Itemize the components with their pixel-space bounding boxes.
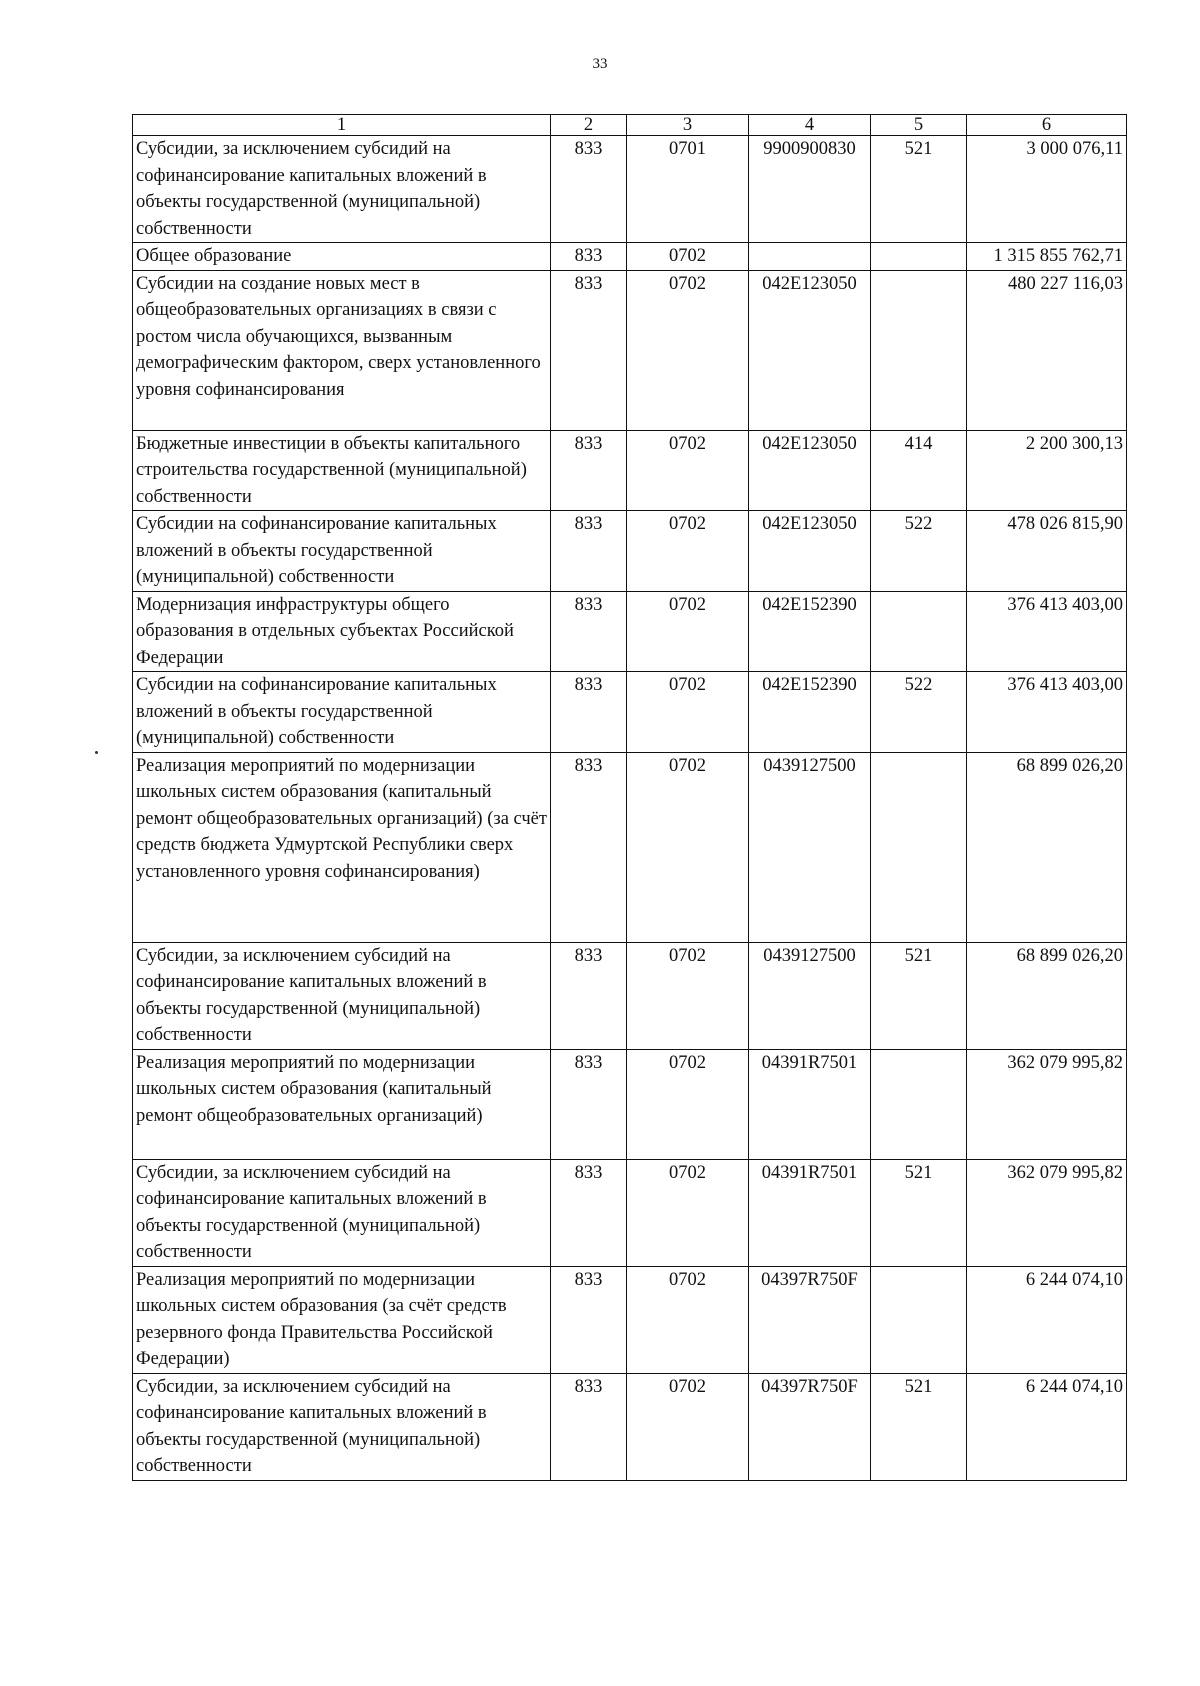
row-code-3: 0702 (627, 511, 749, 592)
row-code-3: 0702 (627, 942, 749, 1049)
row-name: Субсидии на софинансирование капитальных вложений в объекты государственной (муниципальной) собственности (133, 511, 551, 592)
row-name: Реализация мероприятий по модернизации школьных систем образования (капитальный ремонт общеобразовательных организаций) (за счёт средств бюджета Удмуртской Республики сверх установленного уровня софинансирования) (133, 752, 551, 942)
row-name: Субсидии, за исключением субсидий на софинансирование капитальных вложений в объекты государственной (муниципальной) собственности (133, 1159, 551, 1266)
row-amount: 362 079 995,82 (967, 1049, 1127, 1159)
row-code-2: 833 (551, 430, 627, 511)
row-code-2: 833 (551, 1373, 627, 1480)
row-code-5: 522 (871, 511, 967, 592)
row-code-3: 0702 (627, 1266, 749, 1373)
row-name: Модернизация инфраструктуры общего образования в отдельных субъектах Российской Федерации (133, 591, 551, 672)
header-col-4: 4 (749, 115, 871, 136)
row-code-5: 522 (871, 672, 967, 753)
row-code-2: 833 (551, 1159, 627, 1266)
row-amount: 6 244 074,10 (967, 1266, 1127, 1373)
row-amount: 3 000 076,11 (967, 136, 1127, 243)
row-code-4: 04391R7501 (749, 1159, 871, 1266)
row-code-3: 0702 (627, 1159, 749, 1266)
row-code-4: 042E123050 (749, 270, 871, 430)
table-row (133, 1159, 1127, 1266)
row-code-5: 521 (871, 136, 967, 243)
table-row (133, 942, 1127, 1049)
row-code-5 (871, 1266, 967, 1373)
row-amount: 376 413 403,00 (967, 591, 1127, 672)
table-row (133, 1266, 1127, 1373)
budget-table (132, 114, 1127, 1481)
row-amount: 362 079 995,82 (967, 1159, 1127, 1266)
header-col-6: 6 (967, 115, 1127, 136)
row-code-2: 833 (551, 136, 627, 243)
row-code-2: 833 (551, 672, 627, 753)
table-row (133, 243, 1127, 271)
row-code-4: 9900900830 (749, 136, 871, 243)
row-name: Субсидии на софинансирование капитальных вложений в объекты государственной (муниципальной) собственности (133, 672, 551, 753)
row-code-3: 0702 (627, 672, 749, 753)
row-amount: 376 413 403,00 (967, 672, 1127, 753)
row-code-5 (871, 752, 967, 942)
header-col-3: 3 (627, 115, 749, 136)
row-code-3: 0702 (627, 243, 749, 271)
row-code-5: 521 (871, 942, 967, 1049)
row-code-4: 04397R750F (749, 1266, 871, 1373)
row-name: Субсидии, за исключением субсидий на софинансирование капитальных вложений в объекты государственной (муниципальной) собственности (133, 942, 551, 1049)
row-amount: 480 227 116,03 (967, 270, 1127, 430)
table-row (133, 430, 1127, 511)
row-code-3: 0702 (627, 1373, 749, 1480)
row-code-3: 0702 (627, 430, 749, 511)
row-code-5 (871, 243, 967, 271)
row-code-2: 833 (551, 1266, 627, 1373)
row-code-4: 042E152390 (749, 672, 871, 753)
row-amount: 1 315 855 762,71 (967, 243, 1127, 271)
row-code-4: 0439127500 (749, 942, 871, 1049)
row-code-5 (871, 591, 967, 672)
row-code-2: 833 (551, 511, 627, 592)
row-code-2: 833 (551, 591, 627, 672)
table-row (133, 136, 1127, 243)
table-row (133, 1373, 1127, 1480)
row-name: Субсидии на создание новых мест в общеобразовательных организациях в связи с ростом числа обучающихся, вызванным демографическим фактором, сверх установленного уровня софинансирования (133, 270, 551, 430)
row-amount: 2 200 300,13 (967, 430, 1127, 511)
row-code-2: 833 (551, 243, 627, 271)
row-code-4: 042E123050 (749, 511, 871, 592)
row-code-3: 0702 (627, 752, 749, 942)
row-code-3: 0701 (627, 136, 749, 243)
header-row (133, 115, 1127, 136)
row-name: Общее образование (133, 243, 551, 271)
page-number: 33 (592, 56, 608, 72)
row-code-4: 04397R750F (749, 1373, 871, 1480)
row-code-2: 833 (551, 752, 627, 942)
row-code-4: 04391R7501 (749, 1049, 871, 1159)
header-col-1: 1 (133, 115, 551, 136)
row-code-2: 833 (551, 270, 627, 430)
row-code-2: 833 (551, 942, 627, 1049)
row-code-4: 042E123050 (749, 430, 871, 511)
row-amount: 68 899 026,20 (967, 752, 1127, 942)
row-code-3: 0702 (627, 591, 749, 672)
table-row (133, 1049, 1127, 1159)
header-col-2: 2 (551, 115, 627, 136)
row-amount: 478 026 815,90 (967, 511, 1127, 592)
row-code-5 (871, 1049, 967, 1159)
row-name: Реализация мероприятий по модернизации школьных систем образования (капитальный ремонт общеобразовательных организаций) (133, 1049, 551, 1159)
table-row (133, 591, 1127, 672)
scan-speck (95, 751, 98, 754)
row-code-4 (749, 243, 871, 271)
row-code-2: 833 (551, 1049, 627, 1159)
row-name: Субсидии, за исключением субсидий на софинансирование капитальных вложений в объекты государственной (муниципальной) собственности (133, 136, 551, 243)
table-row (133, 511, 1127, 592)
header-col-5: 5 (871, 115, 967, 136)
table-row (133, 752, 1127, 942)
row-code-5: 521 (871, 1373, 967, 1480)
row-code-4: 042E152390 (749, 591, 871, 672)
row-code-3: 0702 (627, 270, 749, 430)
row-code-5: 521 (871, 1159, 967, 1266)
row-code-5 (871, 270, 967, 430)
row-amount: 68 899 026,20 (967, 942, 1127, 1049)
row-code-5: 414 (871, 430, 967, 511)
row-amount: 6 244 074,10 (967, 1373, 1127, 1480)
row-name: Субсидии, за исключением субсидий на софинансирование капитальных вложений в объекты государственной (муниципальной) собственности (133, 1373, 551, 1480)
row-code-3: 0702 (627, 1049, 749, 1159)
table-row (133, 672, 1127, 753)
table-row (133, 270, 1127, 430)
row-name: Бюджетные инвестиции в объекты капитального строительства государственной (муниципальной) собственности (133, 430, 551, 511)
row-code-4: 0439127500 (749, 752, 871, 942)
row-name: Реализация мероприятий по модернизации школьных систем образования (за счёт средств резервного фонда Правительства Российской Федерации) (133, 1266, 551, 1373)
